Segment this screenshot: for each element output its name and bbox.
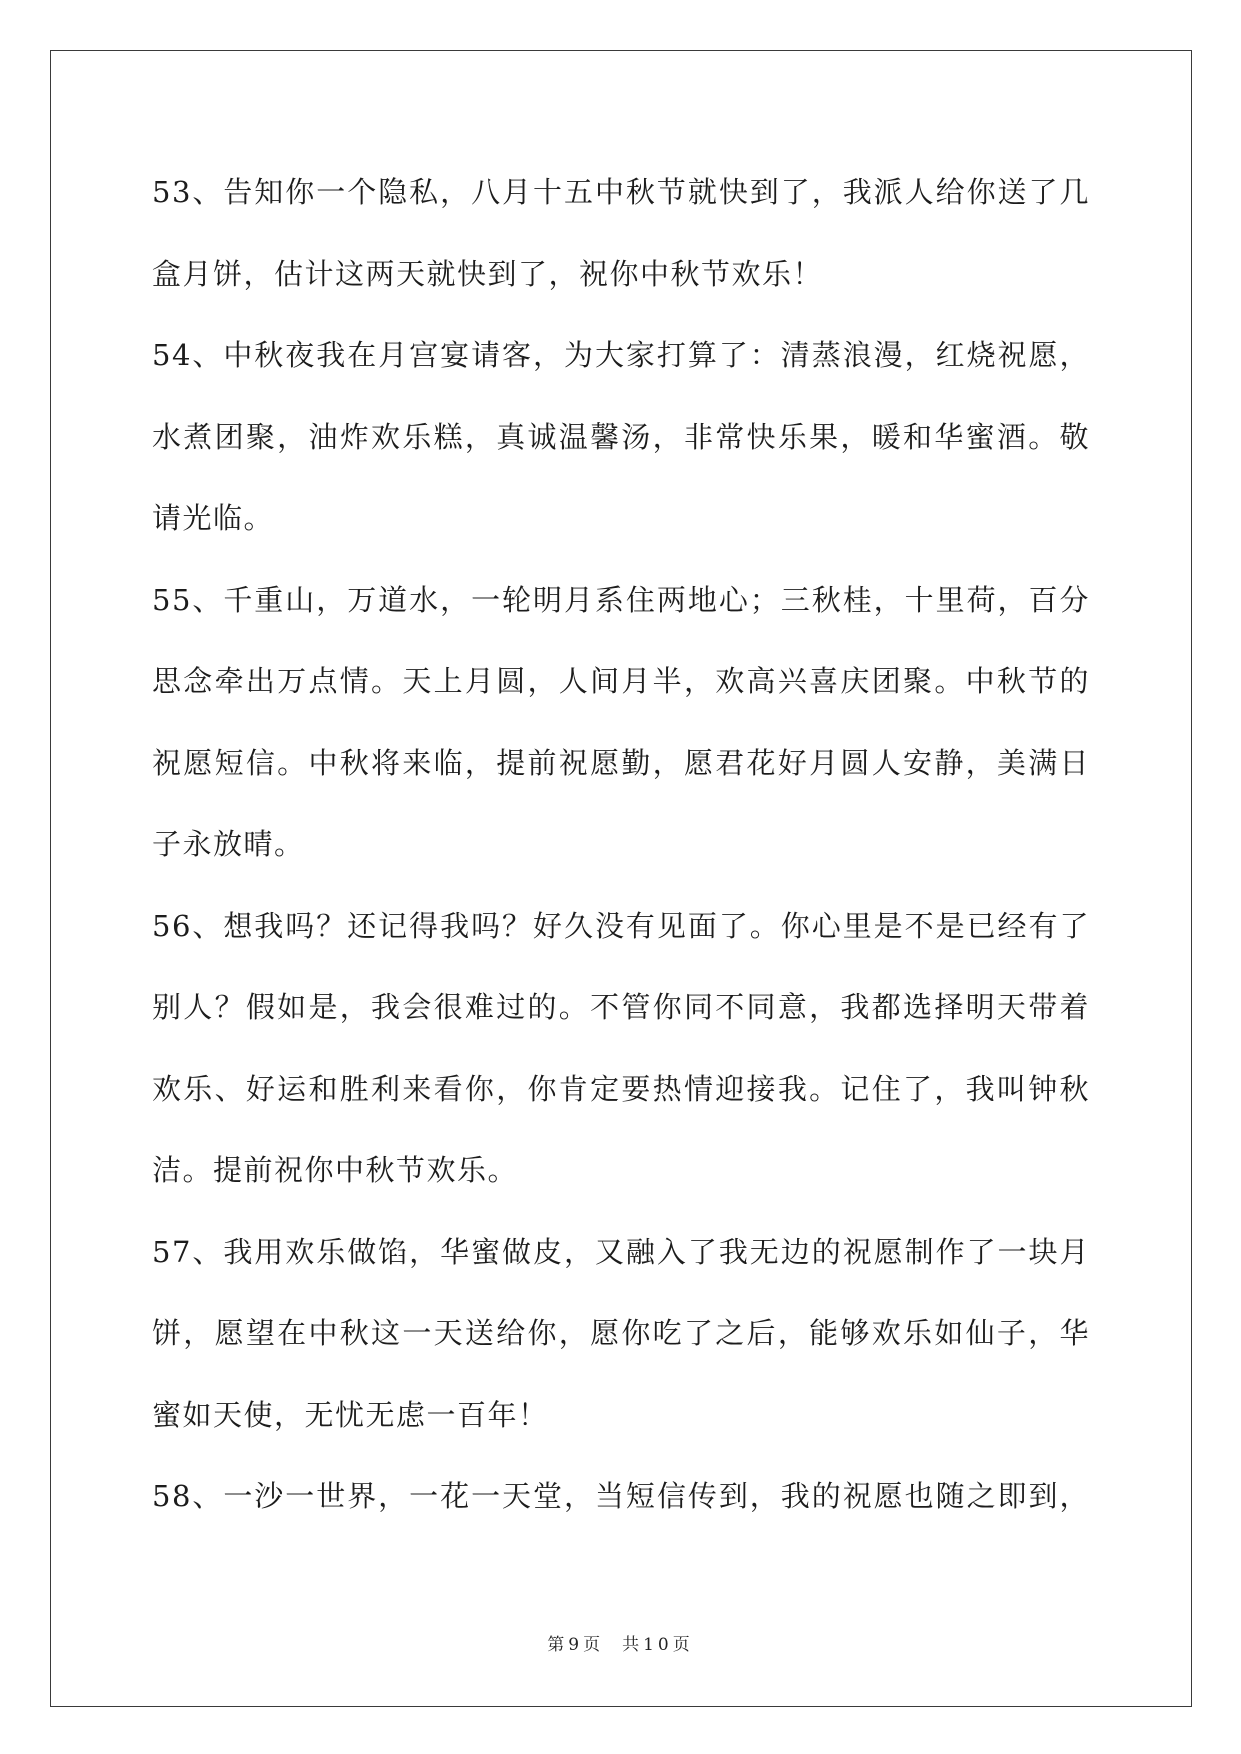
text-line: 盒月饼，估计这两天就快到了，祝你中秋节欢乐！ [152,256,824,291]
text-line: 水煮团聚，油炸欢乐糕，真诚温馨汤，非常快乐果，暖和华蜜酒。敬 [152,419,1090,454]
text-line: 祝愿短信。中秋将来临，提前祝愿勤，愿君花好月圆人安静，美满日 [152,745,1090,780]
paragraph-55 [152,560,1090,886]
page-footer [0,1633,1241,1657]
paragraph-58 [152,1456,1090,1538]
text-line: 欢乐、好运和胜利来看你，你肯定要热情迎接我。记住了，我叫钟秋 [152,1071,1090,1106]
text-line: 58、一沙一世界，一花一天堂，当短信传到，我的祝愿也随之即到， [152,1479,1090,1513]
text-line: 思念牵出万点情。天上月圆，人间月半，欢高兴喜庆团聚。中秋节的 [152,664,1090,698]
text-line: 蜜如天使，无忧无虑一百年！ [152,1397,549,1432]
text-line: 洁。提前祝你中秋节欢乐。 [152,1153,519,1187]
page-number-current: 第9页 [547,1635,605,1655]
text-line: 54、中秋夜我在月宫宴请客，为大家打算了：清蒸浪漫，红烧祝愿， [152,338,1090,372]
text-line: 53、告知你一个隐私，八月十五中秋节就快到了，我派人给你送了几 [152,175,1090,209]
paragraph-53 [152,152,1090,315]
paragraph-54 [152,315,1090,560]
page-number-total: 共10页 [622,1635,694,1655]
text-line: 56、想我吗？还记得我吗？好久没有见面了。你心里是不是已经有了 [152,908,1090,943]
paragraph-57 [152,1212,1090,1457]
text-line: 子永放晴。 [152,827,305,861]
text-line: 请光临。 [152,501,275,535]
text-line: 57、我用欢乐做馅，华蜜做皮，又融入了我无边的祝愿制作了一块月 [152,1234,1090,1269]
paragraph-56 [152,886,1090,1212]
text-line: 55、千重山，万道水，一轮明月系住两地心；三秋桂，十里荷，百分 [152,582,1090,617]
text-line: 饼，愿望在中秋这一天送给你，愿你吃了之后，能够欢乐如仙子，华 [152,1316,1090,1350]
text-line: 别人？假如是，我会很难过的。不管你同不同意，我都选择明天带着 [152,990,1090,1024]
document-body [152,152,1090,1538]
